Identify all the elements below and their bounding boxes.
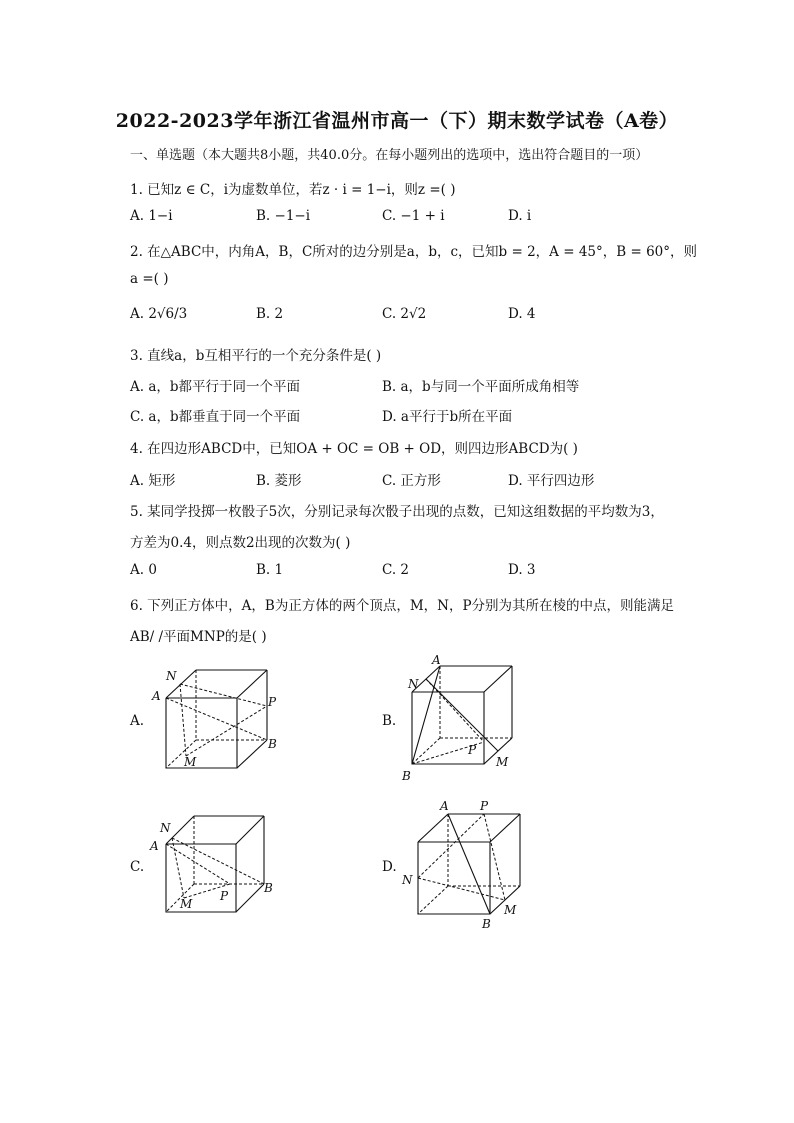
q2-option-a: A. 2√6/3 bbox=[130, 306, 188, 322]
section-heading: 一、单选题（本大题共8小题，共40.0分。在每小题列出的选项中，选出符合题目的一项） bbox=[130, 148, 649, 163]
cube-figure-a bbox=[140, 660, 300, 780]
fig-d-label-n: N bbox=[402, 873, 413, 887]
fig-b-label-n: N bbox=[408, 677, 419, 691]
cube-figure-c bbox=[140, 808, 300, 918]
q4-option-b: B. 菱形 bbox=[256, 473, 302, 489]
q2-option-c: C. 2√2 bbox=[382, 306, 427, 322]
q1-option-a: A. 1−i bbox=[130, 208, 173, 224]
fig-b-label-m: M bbox=[496, 755, 509, 769]
fig-a-label-n: N bbox=[166, 669, 177, 683]
q1-option-c: C. −1 + i bbox=[382, 208, 445, 224]
q2-stem-line1: 2. 在△ABC中，内角A，B，C所对的边分别是a，b，c，已知b = 2，A = 45°，B = 60°，则 bbox=[130, 244, 697, 260]
fig-b-label-b: B bbox=[402, 769, 411, 783]
q6-stem-line1: 6. 下列正方体中，A，B为正方体的两个顶点，M，N，P分别为其所在棱的中点，则能满足 bbox=[130, 598, 675, 614]
fig-a-label-a: A bbox=[152, 689, 161, 703]
fig-b-label-a: A bbox=[432, 653, 441, 667]
fig-a-label-b: B bbox=[268, 737, 277, 751]
cube-figure-d bbox=[400, 796, 560, 932]
q2-option-b: B. 2 bbox=[256, 306, 284, 322]
fig-c-label-b: B bbox=[264, 881, 273, 895]
q6-option-a: A. bbox=[130, 713, 145, 729]
fig-c-label-m: M bbox=[180, 897, 193, 911]
q4-option-d: D. 平行四边形 bbox=[508, 473, 595, 489]
q1-stem: 1. 已知z ∈ C，i为虚数单位，若z · i = 1−i，则z =( ) bbox=[130, 182, 456, 198]
fig-b-label-p: P bbox=[468, 743, 477, 757]
q2-option-d: D. 4 bbox=[508, 306, 536, 322]
q5-option-a: A. 0 bbox=[130, 562, 157, 578]
q5-stem-line2: 方差为0.4，则点数2出现的次数为( ) bbox=[130, 535, 351, 551]
fig-c-label-n: N bbox=[160, 821, 171, 835]
q6-option-d: D. bbox=[382, 859, 397, 875]
q6-option-b: B. bbox=[382, 713, 397, 729]
q4-option-a: A. 矩形 bbox=[130, 473, 176, 489]
q1-option-b: B. −1−i bbox=[256, 208, 311, 224]
q1-option-d: D. i bbox=[508, 208, 532, 224]
q3-option-d: D. a平行于b所在平面 bbox=[382, 409, 513, 425]
page-title: 2022-2023学年浙江省温州市高一（下）期末数学试卷（A卷） bbox=[115, 110, 679, 132]
q5-option-c: C. 2 bbox=[382, 562, 410, 578]
fig-a-label-p: P bbox=[268, 695, 277, 709]
fig-d-label-m: M bbox=[504, 903, 517, 917]
q3-option-b: B. a，b与同一个平面所成角相等 bbox=[382, 379, 580, 395]
q5-option-b: B. 1 bbox=[256, 562, 284, 578]
fig-d-label-p: P bbox=[480, 799, 489, 813]
fig-d-label-b: B bbox=[482, 917, 491, 931]
cube-figure-b bbox=[400, 654, 560, 784]
q5-stem-line1: 5. 某同学投掷一枚骰子5次，分别记录每次骰子出现的点数，已知这组数据的平均数为3， bbox=[130, 504, 664, 520]
q6-option-c: C. bbox=[130, 859, 145, 875]
fig-c-label-p: P bbox=[220, 889, 229, 903]
fig-c-label-a: A bbox=[150, 839, 159, 853]
q2-stem-line2: a =( ) bbox=[130, 271, 169, 287]
q5-option-d: D. 3 bbox=[508, 562, 536, 578]
q4-option-c: C. 正方形 bbox=[382, 473, 441, 489]
q3-stem: 3. 直线a，b互相平行的一个充分条件是( ) bbox=[130, 348, 382, 364]
q3-option-c: C. a，b都垂直于同一个平面 bbox=[130, 409, 301, 425]
q6-stem-line2: AB/ /平面MNP的是( ) bbox=[130, 629, 267, 645]
fig-a-label-m: M bbox=[184, 755, 197, 769]
q4-stem: 4. 在四边形ABCD中，已知OA + OC = OB + OD，则四边形ABCD为( ) bbox=[130, 441, 578, 457]
fig-d-label-a: A bbox=[440, 799, 449, 813]
q3-option-a: A. a，b都平行于同一个平面 bbox=[130, 379, 301, 395]
